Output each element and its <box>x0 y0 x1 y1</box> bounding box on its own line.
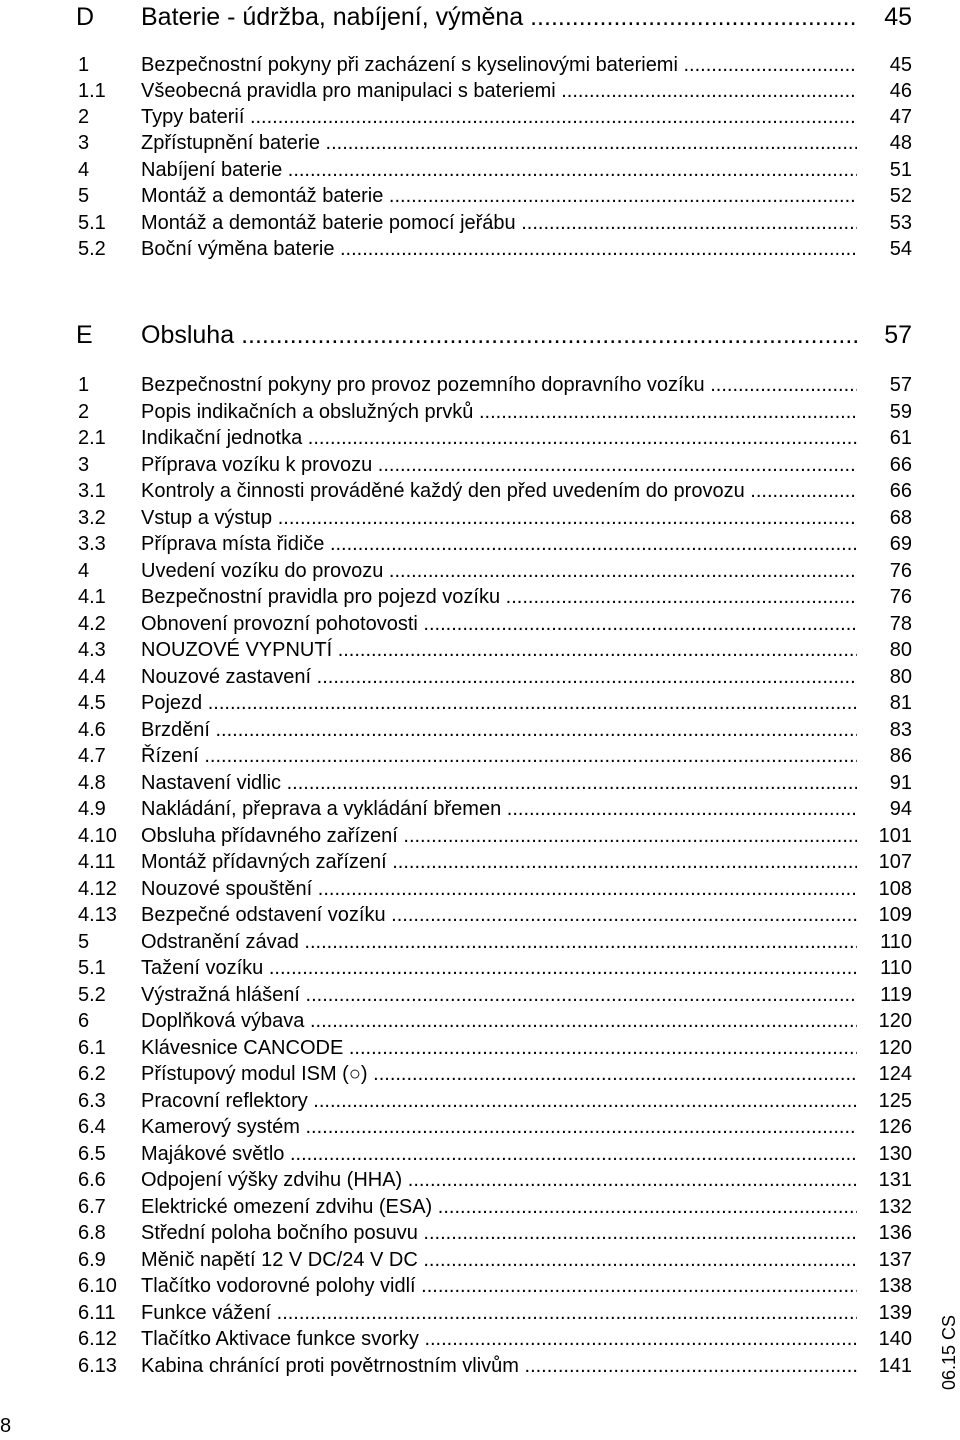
entry-page: 110 <box>880 957 912 979</box>
entry-page: 109 <box>878 904 912 926</box>
entry-page: 52 <box>889 185 912 207</box>
toc-entry[interactable] <box>0 1194 960 1220</box>
entry-title: Nouzové zastavení ..... <box>141 666 857 688</box>
entry-page: 131 <box>878 1169 912 1191</box>
section-title: Obsluha ..... <box>141 321 857 349</box>
entry-number: 1.1 <box>78 80 106 102</box>
entry-page: 51 <box>889 159 912 181</box>
entry-page: 53 <box>889 212 912 234</box>
entry-number: 2.1 <box>78 427 106 449</box>
toc-entry[interactable] <box>0 1061 960 1087</box>
entry-title: Kontroly a činnosti prováděné každý den před uvedením do provozu ..... <box>141 480 857 502</box>
entry-page: 83 <box>889 719 912 741</box>
entry-page: 69 <box>889 533 912 555</box>
entry-title: Řízení ..... <box>141 745 857 767</box>
entry-title: Montáž a demontáž baterie pomocí jeřábu ..... <box>141 212 857 234</box>
toc-entry[interactable] <box>0 1273 960 1299</box>
entry-page: 46 <box>889 80 912 102</box>
entry-title: Majákové světlo ..... <box>141 1143 857 1165</box>
toc-entry[interactable] <box>0 717 960 743</box>
entry-page: 80 <box>889 666 912 688</box>
section-letter: E <box>76 321 93 349</box>
entry-title: NOUZOVÉ VYPNUTÍ ..... <box>141 639 857 661</box>
entry-page: 125 <box>878 1090 912 1112</box>
toc-entry[interactable] <box>0 372 960 398</box>
entry-page: 68 <box>889 507 912 529</box>
entry-title: Doplňková výbava ..... <box>141 1010 857 1032</box>
toc-entry[interactable] <box>0 399 960 425</box>
entry-number: 5.2 <box>78 984 106 1006</box>
toc-entry[interactable] <box>0 929 960 955</box>
entry-number: 4.11 <box>78 851 116 873</box>
toc-entry[interactable] <box>0 104 960 130</box>
toc-entry[interactable] <box>0 236 960 262</box>
entry-title: Bezpečnostní pravidla pro pojezd vozíku ..... <box>141 586 857 608</box>
entry-title: Funkce vážení ..... <box>141 1302 857 1324</box>
toc-entry[interactable] <box>0 531 960 557</box>
entry-number: 6.9 <box>78 1249 106 1271</box>
entry-number: 1 <box>78 374 90 396</box>
entry-title: Tažení vozíku ..... <box>141 957 857 979</box>
entry-number: 6.4 <box>78 1116 106 1138</box>
entry-number: 4.2 <box>78 613 106 635</box>
entry-title: Nakládání, přeprava a vykládání břemen ..... <box>141 798 857 820</box>
document-date-code <box>936 1310 960 1390</box>
entry-page: 107 <box>878 851 912 873</box>
toc-entry[interactable] <box>0 982 960 1008</box>
entry-page: 140 <box>878 1328 912 1350</box>
entry-page: 86 <box>889 745 912 767</box>
toc-entry[interactable] <box>0 1114 960 1140</box>
section-page: 57 <box>884 321 912 349</box>
entry-number: 4.7 <box>78 745 106 767</box>
entry-number: 4.9 <box>78 798 106 820</box>
entry-number: 5.2 <box>78 238 106 260</box>
toc-entry[interactable] <box>0 425 960 451</box>
page-number: 8 <box>0 1415 12 1437</box>
entry-page: 61 <box>889 427 912 449</box>
entry-title: Brzdění ..... <box>141 719 857 741</box>
toc-entry[interactable] <box>0 505 960 531</box>
entry-number: 4.1 <box>78 586 106 608</box>
date-code-text: 06.15 CS <box>939 1314 959 1390</box>
toc-entry[interactable] <box>0 823 960 849</box>
entry-number: 3.2 <box>78 507 106 529</box>
entry-title: Montáž a demontáž baterie ..... <box>141 185 857 207</box>
entry-title: Odstranění závad ..... <box>141 931 857 953</box>
toc-entry[interactable] <box>0 1008 960 1034</box>
entry-page: 108 <box>878 878 912 900</box>
entry-number: 4.6 <box>78 719 106 741</box>
toc-entry[interactable] <box>0 478 960 504</box>
entry-number: 6.3 <box>78 1090 106 1112</box>
entry-title: Pracovní reflektory ..... <box>141 1090 857 1112</box>
toc-section-heading[interactable] <box>0 318 960 352</box>
entry-page: 124 <box>878 1063 912 1085</box>
entry-page: 47 <box>889 106 912 128</box>
entry-number: 4.4 <box>78 666 106 688</box>
toc-entry[interactable] <box>0 955 960 981</box>
entry-title: Typy baterií ..... <box>141 106 857 128</box>
toc-entry[interactable] <box>0 611 960 637</box>
toc-entry[interactable] <box>0 584 960 610</box>
entry-title: Střední poloha bočního posuvu ..... <box>141 1222 857 1244</box>
entry-number: 4.8 <box>78 772 106 794</box>
entry-page: 138 <box>878 1275 912 1297</box>
entry-title: Boční výměna baterie ..... <box>141 238 857 260</box>
toc-entry[interactable] <box>0 690 960 716</box>
toc-entry[interactable] <box>0 78 960 104</box>
toc-entry[interactable] <box>0 770 960 796</box>
entry-page: 94 <box>889 798 912 820</box>
entry-page: 110 <box>880 931 912 953</box>
toc-entry[interactable] <box>0 1141 960 1167</box>
entry-title: Příprava vozíku k provozu ..... <box>141 454 857 476</box>
entry-page: 76 <box>889 560 912 582</box>
toc-entry[interactable] <box>0 637 960 663</box>
section-title: Baterie - údržba, nabíjení, výměna ..... <box>141 3 857 31</box>
entry-page: 132 <box>878 1196 912 1218</box>
entry-title: Kamerový systém ..... <box>141 1116 857 1138</box>
section-letter: D <box>76 3 95 31</box>
entry-page: 101 <box>878 825 912 847</box>
entry-title: Uvedení vozíku do provozu ..... <box>141 560 857 582</box>
entry-title: Obnovení provozní pohotovosti ..... <box>141 613 857 635</box>
entry-title: Nouzové spouštění ..... <box>141 878 857 900</box>
entry-number: 3.1 <box>78 480 106 502</box>
toc-entry[interactable] <box>0 558 960 584</box>
entry-number: 6.11 <box>78 1302 116 1324</box>
entry-title: Pojezd ..... <box>141 692 857 714</box>
entry-number: 4.12 <box>78 878 117 900</box>
entry-number: 4.10 <box>78 825 117 847</box>
entry-page: 139 <box>878 1302 912 1324</box>
entry-title: Popis indikačních a obslužných prvků ..... <box>141 401 857 423</box>
entry-page: 119 <box>880 984 912 1006</box>
entry-number: 5 <box>78 185 90 207</box>
entry-title: Odpojení výšky zdvihu (HHA) ..... <box>141 1169 857 1191</box>
entry-page: 76 <box>889 586 912 608</box>
entry-title: Přístupový modul ISM (○) ..... <box>141 1063 857 1085</box>
entry-number: 2 <box>78 401 90 423</box>
toc-entry[interactable] <box>0 1326 960 1352</box>
toc-entry[interactable] <box>0 157 960 183</box>
entry-number: 4 <box>78 560 90 582</box>
entry-page: 141 <box>878 1355 912 1377</box>
entry-page: 78 <box>889 613 912 635</box>
section-page: 45 <box>884 3 912 31</box>
entry-number: 5.1 <box>78 212 106 234</box>
entry-number: 4 <box>78 159 90 181</box>
entry-number: 4.5 <box>78 692 106 714</box>
entry-title: Vstup a výstup ..... <box>141 507 857 529</box>
entry-number: 6.2 <box>78 1063 106 1085</box>
entry-title: Nabíjení baterie ..... <box>141 159 857 181</box>
entry-number: 6.7 <box>78 1196 106 1218</box>
entry-title: Obsluha přídavného zařízení ..... <box>141 825 857 847</box>
entry-page: 81 <box>889 692 912 714</box>
entry-number: 1 <box>78 54 90 76</box>
entry-page: 136 <box>878 1222 912 1244</box>
toc-entry[interactable] <box>0 1220 960 1246</box>
entry-title: Indikační jednotka ..... <box>141 427 857 449</box>
entry-number: 6.6 <box>78 1169 106 1191</box>
entry-number: 5.1 <box>78 957 106 979</box>
toc-entry[interactable] <box>0 452 960 478</box>
toc-entry[interactable] <box>0 1167 960 1193</box>
entry-title: Kabina chránící proti povětrnostním vlivům ..... <box>141 1355 857 1377</box>
toc-entry[interactable] <box>0 743 960 769</box>
entry-title: Měnič napětí 12 V DC/24 V DC ..... <box>141 1249 857 1271</box>
entry-number: 6.10 <box>78 1275 117 1297</box>
entry-number: 3.3 <box>78 533 106 555</box>
entry-title: Bezpečnostní pokyny pro provoz pozemního dopravního vozíku ..... <box>141 374 857 396</box>
toc-entry[interactable] <box>0 1300 960 1326</box>
toc-entry[interactable] <box>0 796 960 822</box>
toc-entry[interactable] <box>0 1088 960 1114</box>
entry-page: 120 <box>878 1037 912 1059</box>
entry-page: 126 <box>878 1116 912 1138</box>
toc-entry[interactable] <box>0 183 960 209</box>
toc-entry[interactable] <box>0 664 960 690</box>
toc-entry[interactable] <box>0 902 960 928</box>
entry-page: 59 <box>889 401 912 423</box>
entry-number: 3 <box>78 454 90 476</box>
entry-page: 57 <box>889 374 912 396</box>
entry-number: 5 <box>78 931 90 953</box>
entry-number: 6.8 <box>78 1222 106 1244</box>
entry-page: 66 <box>889 454 912 476</box>
entry-page: 80 <box>889 639 912 661</box>
entry-number: 2 <box>78 106 90 128</box>
toc-entry[interactable] <box>0 52 960 78</box>
entry-page: 48 <box>889 132 912 154</box>
entry-number: 3 <box>78 132 90 154</box>
entry-page: 137 <box>878 1249 912 1271</box>
entry-number: 6 <box>78 1010 90 1032</box>
toc-entry[interactable] <box>0 1353 960 1379</box>
entry-number: 6.5 <box>78 1143 106 1165</box>
entry-page: 120 <box>878 1010 912 1032</box>
entry-title: Elektrické omezení zdvihu (ESA) ..... <box>141 1196 857 1218</box>
toc-entry[interactable] <box>0 210 960 236</box>
entry-number: 6.13 <box>78 1355 117 1377</box>
entry-number: 6.1 <box>78 1037 106 1059</box>
toc-entry[interactable] <box>0 1035 960 1061</box>
entry-title: Montáž přídavných zařízení ..... <box>141 851 857 873</box>
entry-number: 4.3 <box>78 639 106 661</box>
entry-page: 91 <box>889 772 912 794</box>
entry-number: 4.13 <box>78 904 117 926</box>
toc-section-heading[interactable] <box>0 0 960 34</box>
entry-page: 45 <box>889 54 912 76</box>
toc-entry[interactable] <box>0 849 960 875</box>
entry-number: 6.12 <box>78 1328 117 1350</box>
entry-title: Příprava místa řidiče ..... <box>141 533 857 555</box>
entry-title: Klávesnice CANCODE ..... <box>141 1037 857 1059</box>
entry-title: Bezpečné odstavení vozíku ..... <box>141 904 857 926</box>
toc-entry[interactable] <box>0 130 960 156</box>
entry-title: Zpřístupnění baterie ..... <box>141 132 857 154</box>
entry-page: 54 <box>889 238 912 260</box>
toc-entry[interactable] <box>0 1247 960 1273</box>
entry-title: Tlačítko vodorovné polohy vidlí ..... <box>141 1275 857 1297</box>
entry-title: Bezpečnostní pokyny při zacházení s kyselinovými bateriemi ..... <box>141 54 857 76</box>
entry-title: Výstražná hlášení ..... <box>141 984 857 1006</box>
toc-entry[interactable] <box>0 876 960 902</box>
entry-title: Tlačítko Aktivace funkce svorky ..... <box>141 1328 857 1350</box>
entry-title: Všeobecná pravidla pro manipulaci s bateriemi ..... <box>141 80 857 102</box>
entry-page: 66 <box>889 480 912 502</box>
entry-page: 130 <box>878 1143 912 1165</box>
entry-title: Nastavení vidlic ..... <box>141 772 857 794</box>
